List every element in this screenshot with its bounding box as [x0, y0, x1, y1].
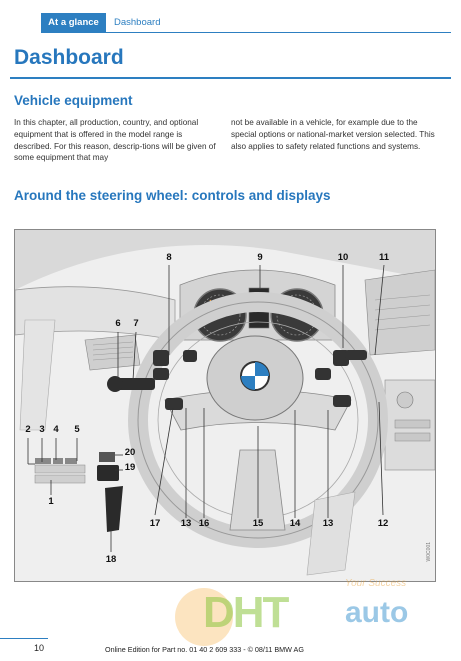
callout-18: 18	[105, 554, 117, 565]
callout-6: 6	[115, 318, 121, 329]
callout-10: 10	[337, 252, 349, 263]
body-text-right-column: not be available in a vehicle, for example due to the special options or national-market version selected. This also applies to safety related functions and systems.	[231, 118, 435, 151]
watermark-tagline: Your Success	[345, 578, 407, 589]
header-tab-at-a-glance[interactable]: At a glance	[41, 13, 106, 32]
callout-1: 1	[48, 496, 54, 507]
watermark-letters: DHT	[203, 588, 288, 637]
callout-9: 9	[257, 252, 263, 263]
callout-7: 7	[133, 318, 139, 329]
header-tab-dashboard[interactable]: Dashboard	[114, 17, 161, 28]
callout-16: 16	[198, 518, 210, 529]
callout-11: 11	[378, 252, 390, 263]
callout-19: 19	[124, 462, 136, 473]
callout-15: 15	[252, 518, 264, 529]
callout-13-left: 13	[180, 518, 192, 529]
callout-14: 14	[289, 518, 301, 529]
callout-8: 8	[166, 252, 172, 263]
figure-code: W0C001	[426, 541, 432, 561]
watermark-logo	[175, 578, 461, 661]
callout-17: 17	[149, 518, 161, 529]
callout-3: 3	[39, 424, 45, 435]
header-bar	[0, 0, 461, 34]
callout-12: 12	[377, 518, 389, 529]
dashboard-illustration	[14, 229, 436, 582]
callout-13-right: 13	[322, 518, 334, 529]
callout-5: 5	[74, 424, 80, 435]
edition-footer: Online Edition for Part no. 01 40 2 609 333 - © 08/11 BMW AG	[105, 645, 304, 654]
footer-rule	[0, 638, 48, 639]
watermark-brand: auto	[345, 596, 409, 629]
title-rule	[10, 77, 451, 79]
callout-4: 4	[53, 424, 59, 435]
dashboard-drawing	[15, 230, 435, 581]
header-rule	[41, 32, 451, 33]
callout-2: 2	[25, 424, 31, 435]
section-heading-steering-wheel: Around the steering wheel: controls and displays	[14, 188, 331, 203]
page-number: 10	[34, 643, 45, 653]
page-title: Dashboard	[14, 46, 124, 69]
body-text-left-column: In this chapter, all production, country, and optional equipment that is offered in the model range is described. For this reason, descrip-tions will be given of some equipment that may	[14, 118, 216, 163]
callout-20: 20	[124, 447, 136, 458]
section-heading-vehicle-equipment: Vehicle equipment	[14, 93, 133, 108]
